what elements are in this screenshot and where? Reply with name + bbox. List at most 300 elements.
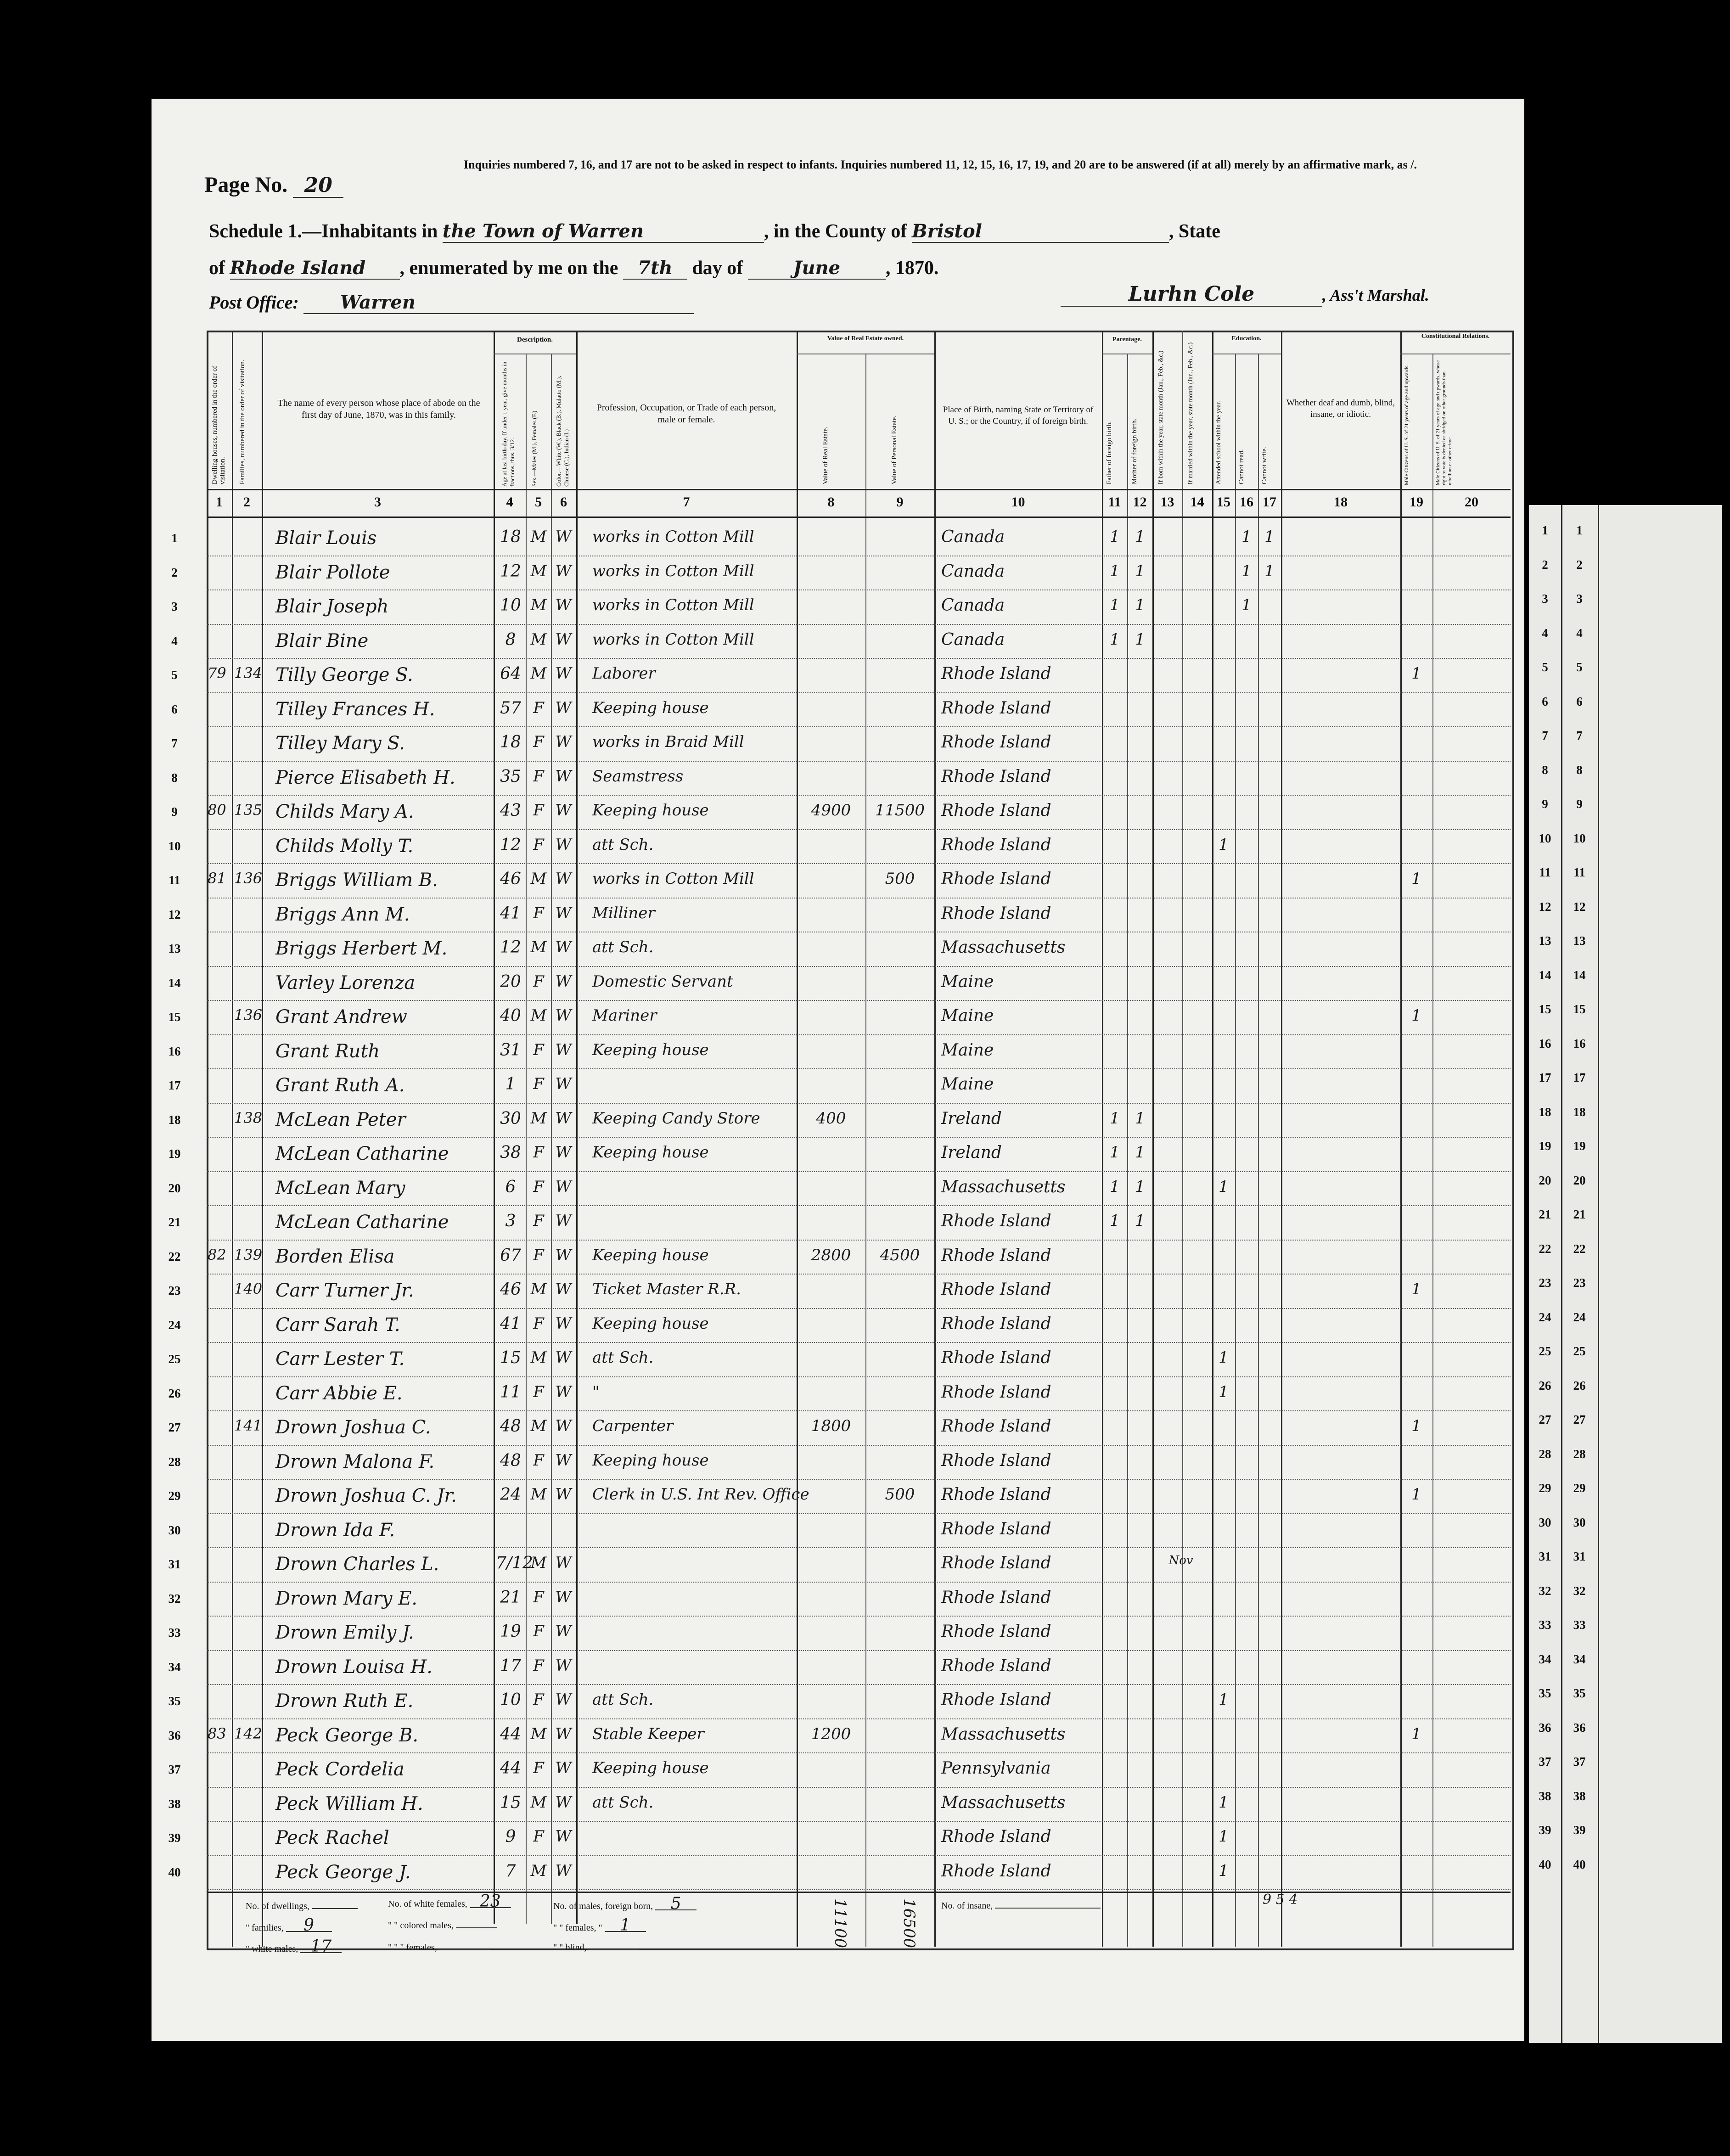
table-row: [152, 1137, 1524, 1171]
dwelling-number: 83: [208, 1724, 226, 1742]
enumerated-label: , enumerated by me on the: [399, 258, 618, 279]
adjacent-line-number: 8: [1542, 763, 1548, 777]
sex: F: [533, 767, 544, 786]
adjacent-line-number: 25: [1539, 1344, 1551, 1358]
age: 67: [500, 1246, 521, 1265]
mother-foreign-mark: 1: [1135, 561, 1145, 580]
sex: M: [530, 1006, 547, 1025]
mother-foreign-mark: 1: [1135, 596, 1145, 614]
table-row: [152, 1445, 1524, 1479]
sex: F: [533, 1690, 544, 1709]
person-name: Grant Ruth A.: [275, 1075, 405, 1096]
state-label: , State: [1168, 221, 1220, 242]
adjacent-column-number: 5: [1576, 660, 1583, 674]
color: W: [555, 1588, 572, 1606]
blind-label: " " blind,: [553, 1943, 587, 1953]
table-row: [152, 1410, 1524, 1445]
occupation: att Sch.: [592, 835, 654, 854]
foreign-females-label: " " females, ": [553, 1923, 602, 1933]
person-name: Carr Abbie E.: [275, 1382, 403, 1404]
birthplace: Canada: [941, 596, 1005, 615]
color: W: [555, 1759, 572, 1777]
school-mark: 1: [1219, 1348, 1229, 1367]
line-number: 26: [168, 1386, 181, 1400]
occupation: Laborer: [592, 664, 656, 683]
family-number: 134: [234, 664, 263, 682]
adjacent-line-number: 2: [1542, 557, 1548, 572]
birthplace: Rhode Island: [941, 1588, 1051, 1607]
colored-females-label: " " " females,: [388, 1943, 437, 1953]
line-number: 7: [171, 736, 178, 750]
table-row: [152, 658, 1524, 692]
post-office-field: Warren: [303, 292, 694, 314]
adjacent-line-number: 36: [1539, 1720, 1551, 1735]
header-color: Color.—White (W.), Black (B.), Mulatto (M.), Chinese (C.), Indian (I.): [555, 376, 570, 487]
sex: M: [530, 1793, 547, 1812]
age: 1: [505, 1075, 516, 1094]
birthplace: Ireland: [941, 1109, 1002, 1128]
header-birthplace: Place of Birth, naming State or Territory of U. S.; or the Country, if of foreign birth.: [943, 405, 1094, 426]
table-row: [152, 521, 1524, 556]
line-number: 36: [168, 1728, 181, 1742]
adjacent-column-number: 27: [1573, 1413, 1586, 1426]
occupation: Keeping house: [592, 1759, 709, 1777]
adjacent-line-number: 30: [1539, 1515, 1551, 1529]
occupation: Domestic Servant: [592, 972, 733, 991]
header-mother-foreign: Mother of foreign birth.: [1131, 418, 1138, 484]
person-name: McLean Peter: [275, 1109, 406, 1130]
occupation: works in Cotton Mill: [592, 870, 754, 888]
sex: M: [530, 664, 547, 683]
age: 38: [500, 1143, 521, 1162]
personal-estate-value: 500: [885, 1485, 915, 1504]
line-number: 24: [168, 1318, 181, 1332]
birthplace: Rhode Island: [941, 664, 1051, 683]
person-name: Childs Mary A.: [275, 801, 414, 822]
color: W: [555, 1656, 572, 1675]
occupation: Keeping Candy Store: [592, 1109, 760, 1128]
school-mark: 1: [1219, 1690, 1229, 1709]
day-field: 7th: [623, 257, 687, 280]
line-number: 37: [168, 1763, 181, 1776]
header-cannot-write: Cannot write.: [1261, 447, 1268, 484]
table-row: [152, 1000, 1524, 1034]
occupation: Keeping house: [592, 698, 709, 717]
adjacent-column-number: 18: [1573, 1105, 1586, 1119]
line-number: 35: [168, 1694, 181, 1708]
white-males-label: " white males,: [246, 1944, 298, 1954]
birthplace: Rhode Island: [941, 698, 1051, 718]
adjacent-line-number: 5: [1542, 660, 1548, 674]
adjacent-column-number: 11: [1573, 865, 1585, 879]
foreign-males-label: No. of males, foreign born,: [553, 1901, 653, 1911]
occupation: Seamstress: [592, 767, 684, 786]
adjacent-line-number: 34: [1539, 1652, 1551, 1666]
occupation: Keeping house: [592, 1040, 709, 1059]
table-row: [152, 898, 1524, 932]
birthplace: Massachusetts: [941, 1177, 1066, 1196]
line-number: 20: [168, 1181, 181, 1195]
school-mark: 1: [1219, 1177, 1229, 1196]
adjacent-column-number: 30: [1573, 1515, 1586, 1529]
adjacent-line-number: 37: [1539, 1755, 1551, 1769]
header-vote-denied: Male Citizens of U. S. of 21 years of age and upwards, whose right to vote is denied or abridged on other grounds than rebellion or other crime.: [1435, 360, 1453, 485]
month-field: June: [748, 257, 886, 280]
person-name: Blair Bine: [275, 630, 369, 651]
table-row: [152, 1684, 1524, 1718]
marshal-label: , Ass't Marshal.: [1322, 286, 1429, 304]
school-mark: 1: [1219, 1382, 1229, 1401]
age: 18: [500, 528, 521, 546]
header-cannot-read: Cannot read.: [1238, 449, 1245, 484]
person-name: Peck George J.: [275, 1861, 411, 1883]
male-citizen-mark: 1: [1411, 870, 1421, 888]
family-number: 136: [234, 870, 263, 887]
birthplace: Rhode Island: [941, 1348, 1051, 1367]
color: W: [555, 1040, 572, 1059]
real-estate-value: 4900: [811, 801, 851, 820]
color: W: [555, 561, 572, 580]
header-occupation: Profession, Occupation, or Trade of each person, male or female.: [596, 403, 776, 425]
cannot-write-mark: 1: [1264, 528, 1275, 546]
color: W: [555, 528, 572, 546]
adjacent-line-number: 13: [1539, 934, 1551, 948]
age: 30: [500, 1109, 521, 1128]
state-field: Rhode Island: [230, 257, 400, 280]
adjacent-column-number: 29: [1573, 1481, 1586, 1495]
mother-foreign-mark: 1: [1135, 1143, 1145, 1162]
age: 7/12: [496, 1554, 533, 1572]
occupation: Keeping house: [592, 1143, 709, 1162]
table-row: [152, 1752, 1524, 1787]
person-name: Carr Sarah T.: [275, 1314, 400, 1336]
table-row: [152, 1616, 1524, 1650]
color: W: [555, 835, 572, 854]
person-name: Briggs Herbert M.: [275, 938, 448, 959]
adjacent-column-number: 4: [1576, 626, 1583, 640]
adjacent-line-number: 21: [1539, 1207, 1551, 1221]
column-number: 15: [1217, 494, 1230, 510]
adjacent-line-number: 10: [1539, 831, 1551, 845]
table-row: [152, 1513, 1524, 1548]
person-name: Pierce Elisabeth H.: [275, 767, 455, 788]
color: W: [555, 1177, 572, 1196]
age: 18: [500, 733, 521, 752]
person-name: Peck George B.: [275, 1724, 419, 1746]
father-foreign-mark: 1: [1110, 1143, 1120, 1162]
family-number: 135: [234, 801, 263, 819]
line-number: 23: [168, 1284, 181, 1297]
age: 10: [500, 596, 521, 615]
line-number: 32: [168, 1591, 181, 1606]
adjacent-column-number: 7: [1576, 729, 1583, 742]
education-group-header: Education.: [1231, 335, 1262, 342]
county-field: Bristol: [912, 220, 1169, 243]
adjacent-line-number: 38: [1539, 1789, 1551, 1803]
adjacent-column-number: 14: [1573, 968, 1586, 982]
adjacent-line-number: 26: [1539, 1378, 1551, 1392]
age: 41: [500, 1314, 521, 1333]
adjacent-column-number: 39: [1573, 1823, 1586, 1837]
color: W: [555, 1109, 572, 1128]
page-number-label: [204, 172, 343, 198]
family-number: 139: [234, 1246, 263, 1263]
header-disability: Whether deaf and dumb, blind, insane, or idiotic.: [1286, 398, 1395, 419]
sex: F: [533, 1040, 544, 1059]
occupation: Clerk in U.S. Int Rev. Office: [592, 1485, 809, 1504]
adjacent-column-number: 28: [1573, 1447, 1586, 1461]
occupation: Carpenter: [592, 1417, 674, 1435]
birthplace: Canada: [941, 630, 1005, 649]
column-number: 1: [216, 494, 223, 510]
color: W: [555, 596, 572, 614]
person-name: Grant Ruth: [275, 1040, 380, 1062]
age: 6: [505, 1177, 516, 1196]
column-number: 14: [1190, 494, 1204, 510]
adjacent-column-number: 8: [1576, 763, 1583, 777]
header-born-within-year: If born within the year, state month (Jan., Feb., &c.): [1157, 350, 1164, 484]
column-number: 5: [535, 494, 542, 510]
table-row: [152, 1274, 1524, 1308]
sex: M: [530, 561, 547, 580]
color: W: [555, 1690, 572, 1709]
table-row: [152, 692, 1524, 727]
birthplace: Pennsylvania: [941, 1759, 1051, 1778]
adjacent-column-number: 19: [1573, 1139, 1586, 1153]
color: W: [555, 630, 572, 649]
age: 64: [500, 664, 521, 683]
color: W: [555, 1485, 572, 1504]
occupation: Mariner: [592, 1006, 657, 1025]
adjacent-line-number: 23: [1539, 1276, 1551, 1290]
page-number: 20: [293, 174, 343, 198]
adjacent-line-number: 32: [1539, 1583, 1551, 1598]
table-row: [152, 624, 1524, 658]
adjacent-column-number: 25: [1573, 1344, 1586, 1358]
adjacent-line-number: 20: [1539, 1173, 1551, 1187]
person-name: McLean Catharine: [275, 1212, 449, 1233]
person-name: McLean Catharine: [275, 1143, 449, 1164]
table-row: [152, 1034, 1524, 1069]
color: W: [555, 1622, 572, 1640]
county-label: , in the County of: [764, 221, 907, 242]
birthplace: Rhode Island: [941, 835, 1051, 854]
male-citizen-mark: 1: [1411, 1417, 1421, 1435]
page-label: Page No.: [204, 173, 288, 197]
birthplace: Rhode Island: [941, 1622, 1051, 1641]
column-number: 17: [1263, 494, 1276, 510]
age: 7: [505, 1861, 516, 1881]
header-name: The name of every person whose place of abode on the first day of June, 1870, was in this family.: [277, 398, 480, 420]
age: 21: [500, 1588, 521, 1607]
person-name: Drown Mary E.: [275, 1588, 418, 1609]
sex: M: [530, 1417, 547, 1435]
adjacent-column-number: 2: [1576, 557, 1583, 572]
sex: M: [530, 596, 547, 614]
column-number: 16: [1240, 494, 1253, 510]
color: W: [555, 1417, 572, 1435]
adjacent-column-number: 16: [1573, 1036, 1586, 1050]
of-label: of: [209, 258, 225, 279]
birthplace: Rhode Island: [941, 1314, 1051, 1333]
line-number: 30: [168, 1523, 181, 1537]
header-sex: Sex.—Males (M.), Females (F.): [531, 410, 538, 487]
age: 17: [500, 1656, 521, 1675]
cannot-read-mark: 1: [1241, 596, 1252, 614]
person-name: Briggs William B.: [275, 870, 438, 891]
adjacent-line-number: 11: [1539, 865, 1551, 879]
adjacent-line-number: 33: [1539, 1618, 1551, 1632]
adjacent-column-number: 31: [1573, 1550, 1586, 1563]
table-row: [152, 590, 1524, 624]
schedule-line: [209, 220, 1220, 243]
line-number: 22: [168, 1249, 181, 1263]
line-number: 38: [168, 1797, 181, 1811]
adjacent-line-number: 31: [1539, 1550, 1551, 1563]
sex: M: [530, 938, 547, 956]
sex: F: [533, 835, 544, 854]
birthplace: Rhode Island: [941, 1212, 1051, 1230]
person-name: Briggs Ann M.: [275, 904, 410, 925]
adjacent-line-number: 40: [1539, 1857, 1551, 1871]
person-name: Varley Lorenza: [275, 972, 416, 994]
sex: F: [533, 1622, 544, 1640]
color: W: [555, 1246, 572, 1264]
birthplace: Rhode Island: [941, 801, 1051, 820]
adjacent-column-number: 23: [1573, 1276, 1586, 1290]
line-number: 4: [171, 634, 178, 648]
sex: M: [530, 528, 547, 546]
table-row: [152, 932, 1524, 966]
age: 12: [500, 561, 521, 581]
cannot-write-mark: 1: [1264, 561, 1275, 580]
school-mark: 1: [1219, 1827, 1229, 1846]
occupation: att Sch.: [592, 1348, 654, 1367]
color: W: [555, 1143, 572, 1162]
birthplace: Massachusetts: [941, 1793, 1066, 1812]
personal-estate-value: 4500: [880, 1246, 920, 1264]
occupation: Keeping house: [592, 1451, 709, 1470]
column-number: 18: [1334, 494, 1348, 510]
age: 20: [500, 972, 521, 991]
age: 11: [500, 1382, 521, 1402]
sex: M: [530, 1280, 547, 1298]
color: W: [555, 1554, 572, 1572]
person-name: Peck William H.: [275, 1793, 423, 1814]
line-number: 8: [171, 770, 178, 785]
line-number: 5: [171, 668, 178, 682]
adjacent-line-number: 22: [1539, 1241, 1551, 1256]
adjacent-column-number: 22: [1573, 1241, 1586, 1256]
color: W: [555, 801, 572, 820]
enumeration-line: [209, 257, 938, 280]
town-field: the Town of Warren: [443, 220, 764, 243]
table-row: [152, 795, 1524, 829]
cannot-read-mark: 1: [1241, 528, 1252, 546]
adjacent-line-number: 7: [1542, 729, 1548, 742]
sex: F: [533, 1177, 544, 1196]
census-sheet: [152, 99, 1524, 2041]
occupation: works in Braid Mill: [592, 733, 744, 751]
line-number: 34: [168, 1660, 181, 1674]
adjacent-column-number: 26: [1573, 1378, 1586, 1392]
family-number: 136: [234, 1006, 263, 1024]
person-name: Drown Malona F.: [275, 1451, 435, 1472]
header-dwelling: Dwelling-houses, numbered in the order of visitation.: [211, 365, 226, 484]
adjacent-column-number: 10: [1573, 831, 1586, 845]
line-number: 29: [168, 1489, 181, 1503]
birthplace: Rhode Island: [941, 1861, 1051, 1881]
sex: M: [530, 1724, 547, 1743]
occupation: works in Cotton Mill: [592, 561, 754, 580]
birthplace: Rhode Island: [941, 767, 1051, 786]
color: W: [555, 1861, 572, 1880]
line-number: 16: [168, 1044, 181, 1058]
insane-row: [941, 1901, 1101, 1911]
sex: F: [533, 1246, 544, 1264]
table-row: [152, 1718, 1524, 1753]
line-number: 6: [171, 702, 178, 716]
adjacent-column-number: 34: [1573, 1652, 1586, 1666]
line-number: 12: [168, 907, 181, 921]
adjacent-line-number: 29: [1539, 1481, 1551, 1495]
dwelling-number: 81: [208, 870, 226, 887]
adjacent-column-number: 37: [1573, 1755, 1586, 1769]
column-number: 11: [1108, 494, 1121, 510]
sex: F: [533, 972, 544, 991]
line-number: 9: [171, 805, 178, 819]
age: 40: [500, 1006, 521, 1025]
sex: F: [533, 1382, 544, 1401]
adjacent-column-number: 21: [1573, 1207, 1586, 1221]
adjacent-column-number: 20: [1573, 1173, 1586, 1187]
mother-foreign-mark: 1: [1135, 1177, 1145, 1196]
adjacent-line-number: 3: [1542, 592, 1548, 606]
age: 44: [500, 1759, 521, 1778]
birthplace: Maine: [941, 1075, 994, 1094]
mother-foreign-mark: 1: [1135, 1212, 1145, 1230]
header-attended-school: Attended school within the year.: [1215, 401, 1222, 484]
line-number: 17: [168, 1078, 181, 1092]
table-row: [152, 1855, 1524, 1890]
occupation: ": [592, 1382, 600, 1401]
header-age: Age at last birth-day. If under 1 year, give months in fractions, thus, 3/12.: [501, 361, 516, 487]
birthplace: Canada: [941, 528, 1005, 546]
table-row: [152, 966, 1524, 1000]
line-number: 40: [168, 1865, 181, 1879]
day-of-label: day of: [692, 258, 743, 279]
color: W: [555, 1451, 572, 1470]
color: W: [555, 767, 572, 786]
age: 9: [505, 1827, 516, 1846]
color: W: [555, 870, 572, 888]
table-row: [152, 1068, 1524, 1103]
sex: F: [533, 698, 544, 717]
sex: F: [533, 904, 544, 922]
marshal-line: [1061, 282, 1429, 307]
person-name: Blair Joseph: [275, 596, 389, 617]
age: 35: [500, 767, 521, 786]
birthplace: Rhode Island: [941, 870, 1051, 888]
family-number: 141: [234, 1417, 263, 1434]
occupation: works in Cotton Mill: [592, 596, 754, 614]
color: W: [555, 664, 572, 683]
table-row: [152, 726, 1524, 761]
column-number: 9: [896, 494, 904, 510]
occupation: att Sch.: [592, 938, 654, 956]
occupation: Keeping house: [592, 1246, 709, 1264]
year-field: , 1870.: [885, 258, 939, 279]
